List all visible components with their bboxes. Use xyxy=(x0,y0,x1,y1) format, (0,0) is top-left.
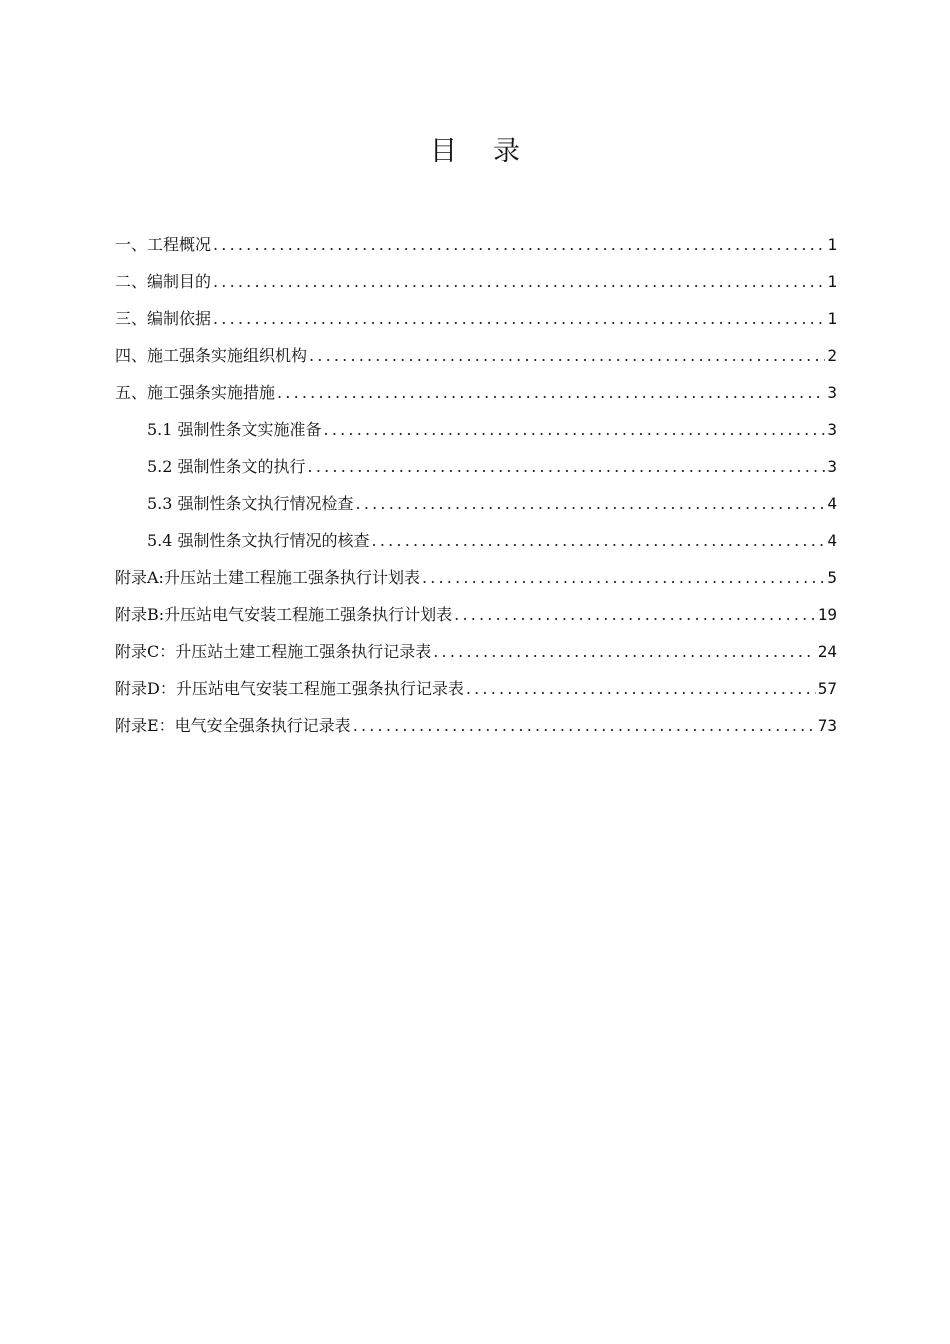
toc-entry-text: 5.3 强制性条文执行情况检查 xyxy=(147,494,354,513)
toc-entry-text: 五、施工强条实施措施 xyxy=(115,383,276,402)
toc-title: 目录 xyxy=(430,136,556,167)
toc-entry-text: 附录A:升压站土建工程施工强条执行计划表 xyxy=(115,568,420,587)
toc-entry[interactable] xyxy=(115,300,837,337)
toc-entry-text: 5.2 强制性条文的执行 xyxy=(147,457,306,476)
toc-subentry[interactable] xyxy=(115,485,837,522)
toc-entry-text: 附录D：升压站电气安装工程施工强条执行记录表 xyxy=(115,679,464,698)
toc-dot-leader xyxy=(308,448,826,485)
toc-entry[interactable] xyxy=(115,559,837,596)
toc-page-number: 1 xyxy=(827,272,837,291)
toc-dot-leader xyxy=(213,226,825,263)
toc-entry[interactable] xyxy=(115,670,837,707)
toc-subentry[interactable] xyxy=(115,448,837,485)
toc-page-number: 3 xyxy=(827,457,837,476)
toc-page-number: 19 xyxy=(817,605,837,624)
toc-page-number: 3 xyxy=(827,420,837,439)
toc-dot-leader xyxy=(309,337,825,374)
toc-page-number: 1 xyxy=(827,309,837,328)
toc-entry[interactable] xyxy=(115,263,837,300)
toc-dot-leader xyxy=(372,522,826,559)
toc-entry[interactable] xyxy=(115,337,837,374)
toc-dot-leader xyxy=(213,300,825,337)
toc-page-number: 2 xyxy=(827,346,837,365)
toc-subentry[interactable] xyxy=(115,411,837,448)
toc-page-number: 4 xyxy=(827,494,837,513)
toc-dot-leader xyxy=(353,707,816,744)
toc-page-number: 57 xyxy=(817,679,837,698)
toc-page-number: 24 xyxy=(817,642,837,661)
toc-entry-text: 5.4 强制性条文执行情况的核查 xyxy=(147,531,370,550)
toc-entry-text: 三、编制依据 xyxy=(115,309,212,328)
toc-entry-text: 5.1 强制性条文实施准备 xyxy=(147,420,322,439)
toc-dot-leader xyxy=(213,263,825,300)
toc-entry[interactable] xyxy=(115,633,837,670)
table-of-contents xyxy=(115,226,837,744)
toc-page-number: 4 xyxy=(827,531,837,550)
toc-entry-text: 一、工程概况 xyxy=(115,235,212,254)
toc-dot-leader xyxy=(422,559,825,596)
toc-subentry[interactable] xyxy=(115,522,837,559)
toc-entry-text: 二、编制目的 xyxy=(115,272,212,291)
toc-page-number: 73 xyxy=(817,716,837,735)
toc-entry-text: 附录E：电气安全强条执行记录表 xyxy=(115,716,351,735)
toc-page-number: 3 xyxy=(827,383,837,402)
toc-entry[interactable] xyxy=(115,226,837,263)
toc-entry[interactable] xyxy=(115,374,837,411)
toc-entry-text: 附录B:升压站电气安装工程施工强条执行计划表 xyxy=(115,605,453,624)
toc-page-number: 1 xyxy=(827,235,837,254)
toc-dot-leader xyxy=(466,670,816,707)
toc-entry-text: 四、施工强条实施组织机构 xyxy=(115,346,308,365)
toc-dot-leader xyxy=(324,411,826,448)
toc-entry-text: 附录C：升压站土建工程施工强条执行记录表 xyxy=(115,642,432,661)
toc-dot-leader xyxy=(454,596,816,633)
toc-dot-leader xyxy=(433,633,815,670)
toc-page-number: 5 xyxy=(827,568,837,587)
toc-entry[interactable] xyxy=(115,707,837,744)
toc-entry[interactable] xyxy=(115,596,837,633)
toc-dot-leader xyxy=(356,485,826,522)
toc-dot-leader xyxy=(277,374,825,411)
